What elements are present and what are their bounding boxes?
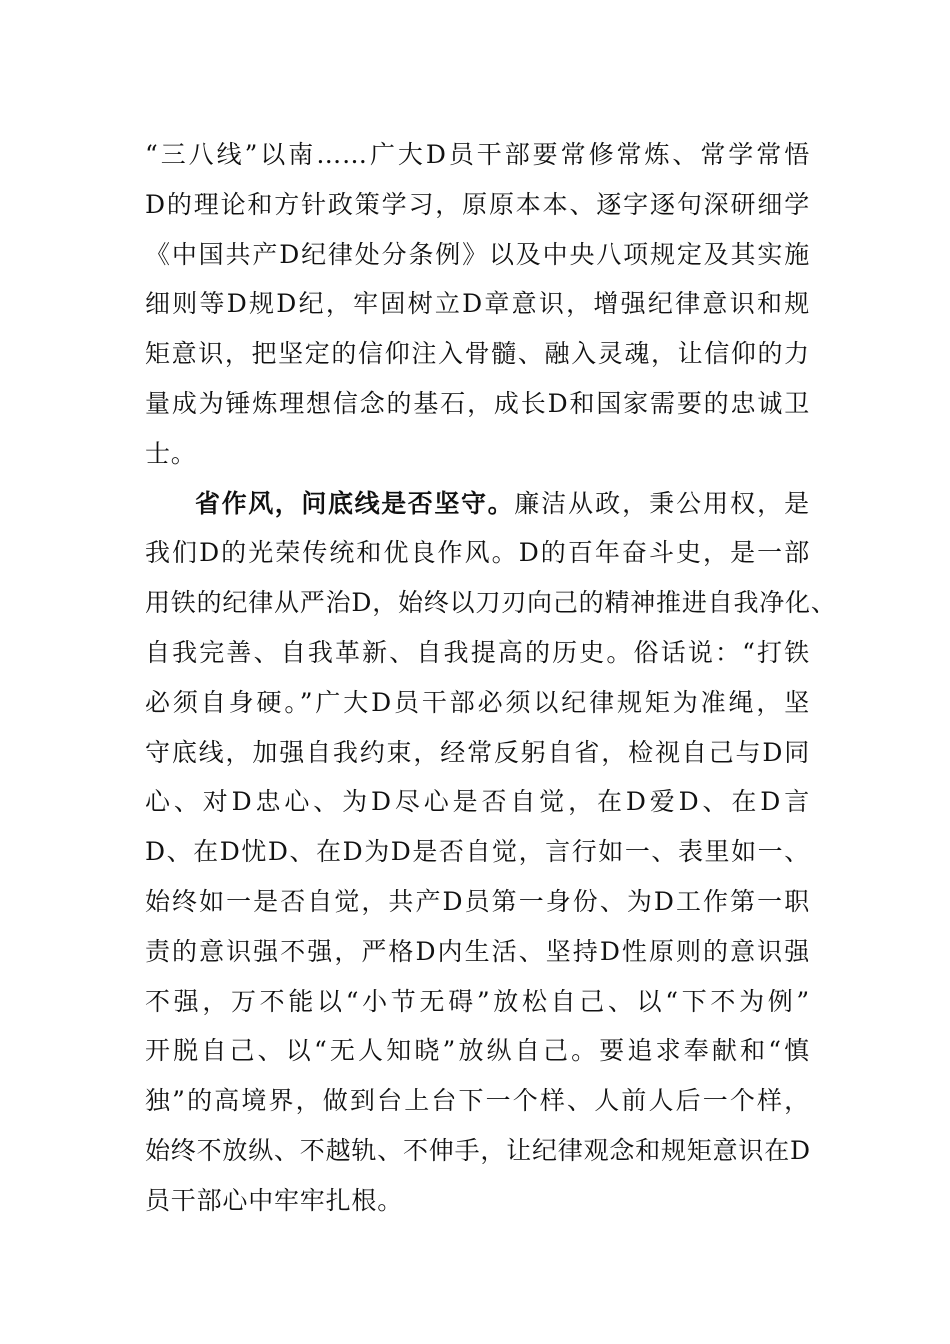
text-line: “三八线”以南……广大D员干部要常修常炼、常学常悟 (145, 140, 810, 169)
text-line: 开脱自己、以“无人知晓”放纵自己。要追求奉献和“慎 (145, 1036, 810, 1066)
paragraph-2 (145, 479, 837, 1226)
paragraph-heading: 省作风，问底线是否坚守。 (195, 488, 515, 518)
text-line-first (145, 479, 810, 529)
text-line: 我们D的光荣传统和优良作风。D的百年奋斗史，是一部 (145, 538, 810, 568)
text-line: D、在D忧D、在D为D是否自觉，言行如一、表里如一、 (145, 837, 810, 867)
first-line-text: 廉洁从政，秉公用权，是 (514, 488, 810, 518)
text-line: 《中国共产D纪律处分条例》以及中央八项规定及其实施 (145, 239, 810, 269)
text-line: 员干部心中牢牢扎根。 (145, 1185, 404, 1215)
text-line: 矩意识，把坚定的信仰注入骨髓、融入灵魂，让信仰的力 (145, 339, 810, 369)
text-line: 自我完善、自我革新、自我提高的历史。俗话说：“打铁 (145, 637, 810, 667)
text-line: 心、对D忠心、为D尽心是否自觉，在D爱D、在D言 (145, 787, 810, 817)
text-line: 量成为锤炼理想信念的基石，成长D和国家需要的忠诚卫 (145, 388, 810, 418)
text-line: 始终如一是否自觉，共产D员第一身份、为D工作第一职 (145, 886, 810, 916)
text-line: 守底线，加强自我约束，经常反躬自省，检视自己与D同 (145, 737, 810, 767)
text-line: 不强，万不能以“小节无碍”放松自己、以“下不为例” (145, 986, 810, 1016)
text-line: 独”的高境界，做到台上台下一个样、人前人后一个样， (145, 1086, 810, 1116)
document-body (145, 130, 837, 1226)
text-line: 必须自身硬。”广大D员干部必须以纪律规矩为准绳，坚 (145, 687, 810, 717)
text-line: 始终不放纵、不越轨、不伸手，让纪律观念和规矩意识在D (145, 1135, 811, 1165)
text-line: 细则等D规D纪，牢固树立D章意识，增强纪律意识和规 (145, 289, 810, 319)
text-line: 用铁的纪律从严治D，始终以刀刃向己的精神推进自我净化、 (145, 588, 837, 618)
text-line: D的理论和方针政策学习，原原本本、逐字逐句深研细学 (145, 189, 810, 219)
paragraph-1 (145, 130, 810, 479)
text-line: 责的意识强不强，严格D内生活、坚持D性原则的意识强 (145, 936, 810, 966)
text-line: 士。 (145, 438, 197, 468)
